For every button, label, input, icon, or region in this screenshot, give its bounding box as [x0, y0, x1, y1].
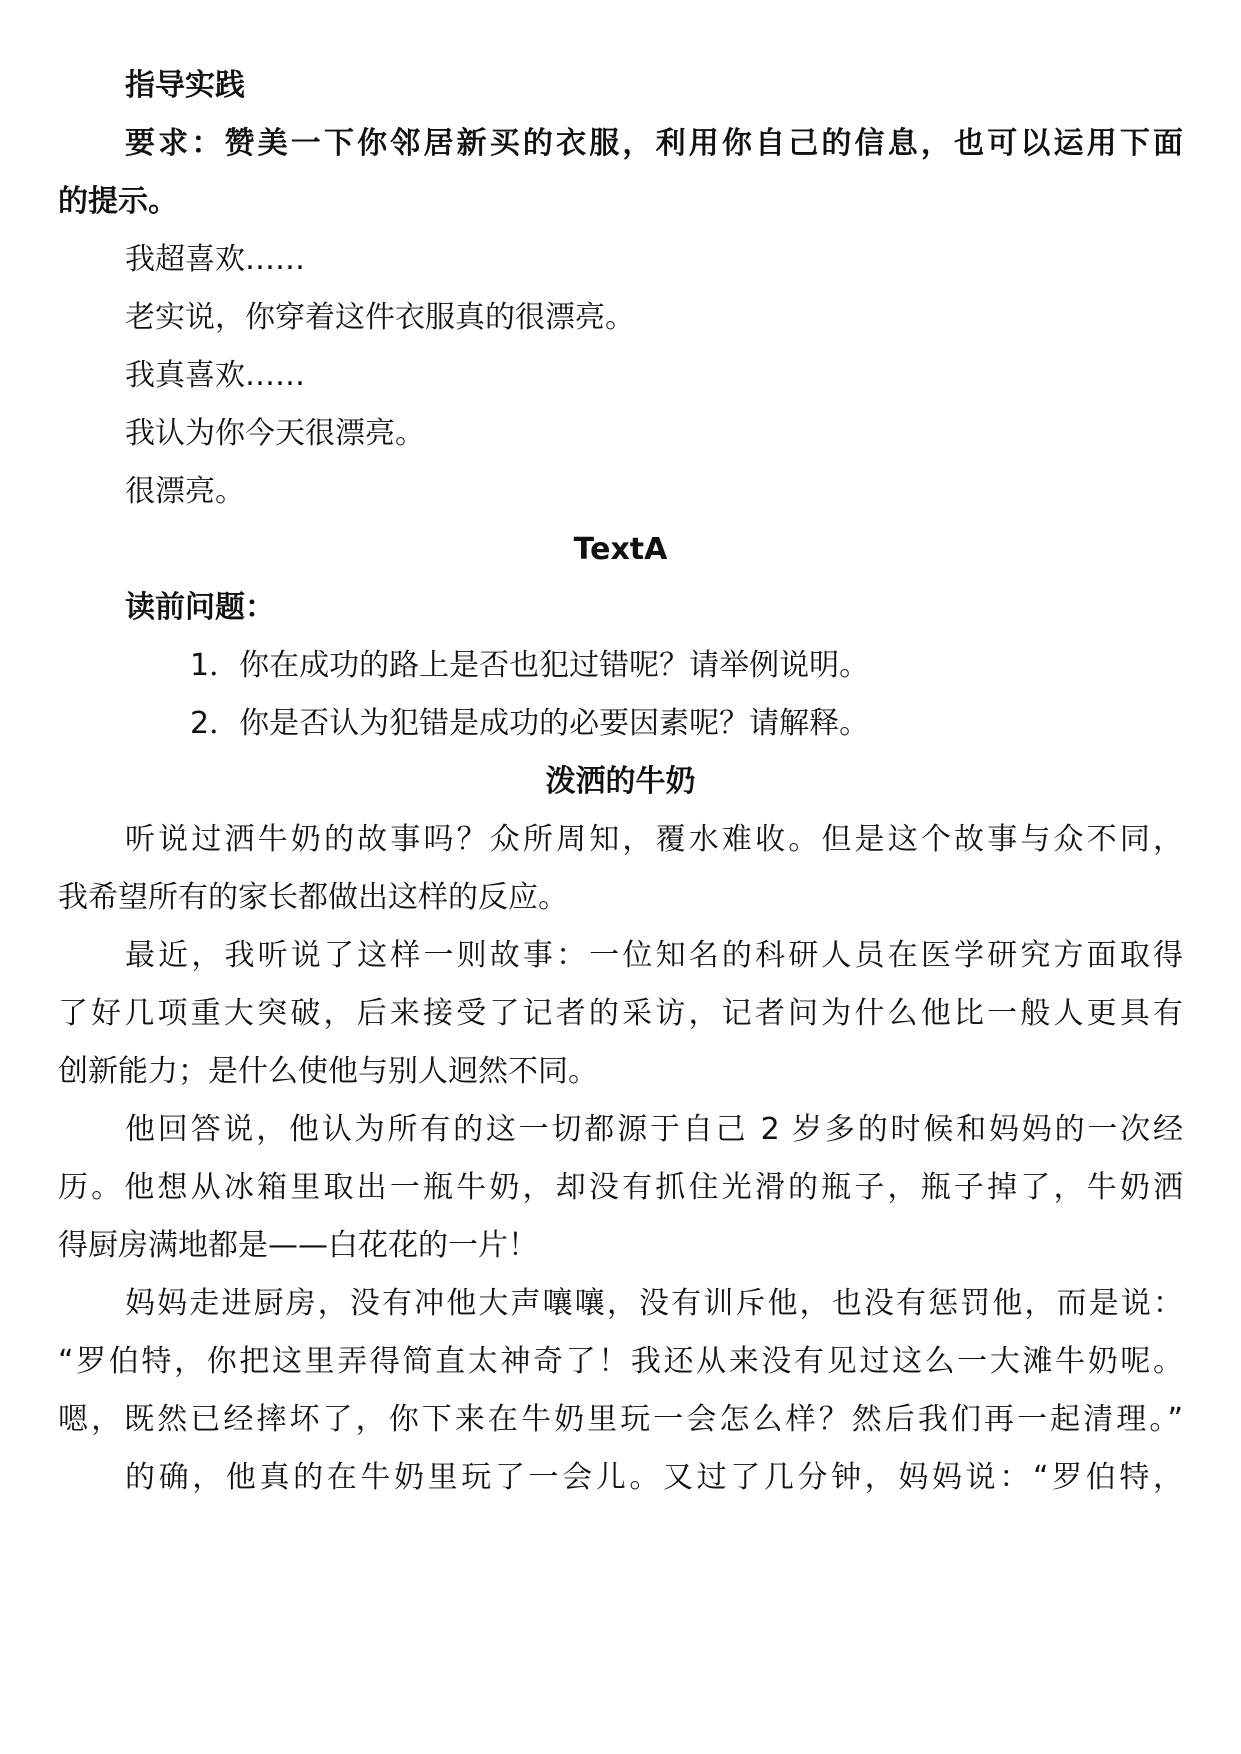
requirement-line-2: 的提示。	[58, 184, 178, 219]
paragraph-line: “罗伯特，你把这里弄得简直太神奇了！我还从来没有见过这么一大滩牛奶呢。	[58, 1344, 1183, 1379]
practice-heading: 指导实践	[125, 68, 245, 103]
paragraph-line: 听说过洒牛奶的故事吗？众所周知，覆水难收。但是这个故事与众不同，	[125, 822, 1183, 857]
question-item: 2．你是否认为犯错是成功的必要因素呢？请解释。	[190, 706, 870, 741]
paragraph-line: 我希望所有的家长都做出这样的反应。	[58, 880, 568, 915]
hint-item: 老实说，你穿着这件衣服真的很漂亮。	[125, 300, 635, 335]
paragraph-line: 创新能力；是什么使他与别人迥然不同。	[58, 1054, 598, 1089]
paragraph-line: 最近，我听说了这样一则故事：一位知名的科研人员在医学研究方面取得	[125, 938, 1183, 973]
hint-item: 我认为你今天很漂亮。	[125, 416, 425, 451]
paragraph-line: 嗯，既然已经摔坏了，你下来在牛奶里玩一会怎么样？然后我们再一起清理。”	[58, 1402, 1183, 1437]
paragraph-line: 妈妈走进厨房，没有冲他大声嚷嚷，没有训斥他，也没有惩罚他，而是说：	[125, 1286, 1183, 1321]
text-title: TextA	[573, 532, 668, 567]
hint-item: 很漂亮。	[125, 474, 245, 509]
article-title: 泼洒的牛奶	[545, 764, 696, 799]
paragraph-line: 他回答说，他认为所有的这一切都源于自己 2 岁多的时候和妈妈的一次经	[125, 1112, 1183, 1147]
question-item: 1．你在成功的路上是否也犯过错呢？请举例说明。	[190, 648, 870, 683]
paragraph-line: 历。他想从冰箱里取出一瓶牛奶，却没有抓住光滑的瓶子，瓶子掉了，牛奶洒	[58, 1170, 1183, 1205]
paragraph-line: 的确，他真的在牛奶里玩了一会儿。又过了几分钟，妈妈说：“罗伯特，	[125, 1460, 1183, 1495]
paragraph-line: 得厨房满地都是——白花花的一片！	[58, 1228, 538, 1263]
hint-item: 我真喜欢……	[125, 358, 305, 393]
prereading-heading: 读前问题：	[125, 590, 275, 625]
paragraph-line: 了好几项重大突破，后来接受了记者的采访，记者问为什么他比一般人更具有	[58, 996, 1183, 1031]
hint-item: 我超喜欢……	[125, 242, 305, 277]
requirement-line-1: 要求：赞美一下你邻居新买的衣服，利用你自己的信息，也可以运用下面	[125, 126, 1183, 161]
